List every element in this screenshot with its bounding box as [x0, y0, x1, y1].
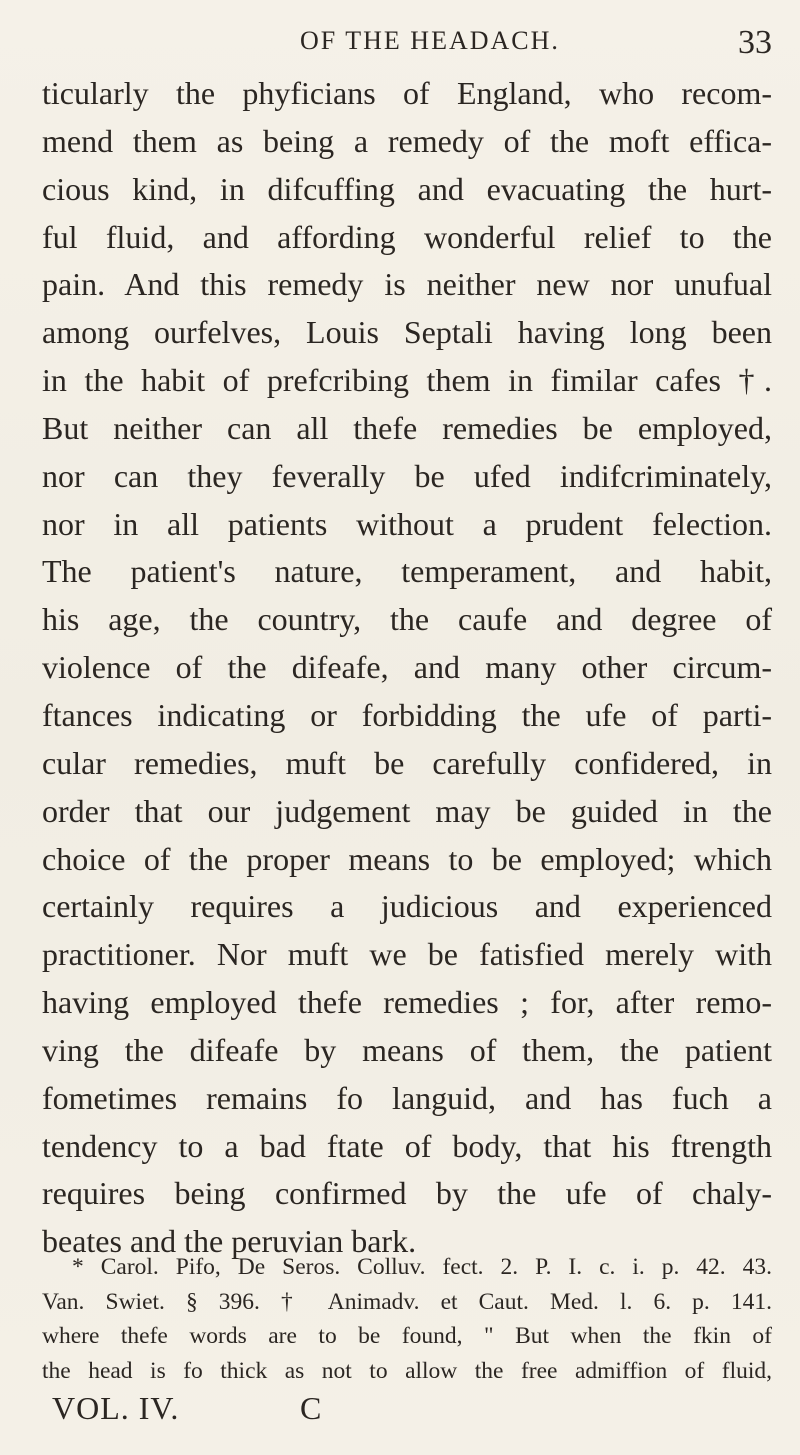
text-line: choice of the proper means to be employed; which [42, 840, 772, 877]
text-line: beates and the peruvian bark. [42, 1223, 417, 1260]
text-line: cious kind, in difcuffing and evacuating the hurt- [42, 170, 772, 207]
text-line: having employed thefe remedies ; for, after remo- [42, 984, 772, 1021]
footnote-line: the head is fo thick as not to allow the free admiffion of fluid, [42, 1357, 772, 1384]
volume-label: VOL. IV. [52, 1390, 180, 1426]
text-line: in the habit of prefcribing them in fimilar cafes †. [42, 362, 772, 399]
footnote-line: where thefe words are to be found, " But when the fkin of [42, 1323, 772, 1349]
text-line: order that our judgement may be guided in the [42, 792, 772, 829]
text-line: among ourfelves, Louis Septali having long been [42, 314, 772, 351]
page-header [0, 22, 800, 62]
text-line: cular remedies, muft be carefully confidered, in [42, 744, 772, 781]
text-line: his age, the country, the caufe and degree of [42, 601, 772, 638]
text-line: requires being confirmed by the ufe of chaly- [42, 1175, 772, 1212]
text-line: practitioner. Nor muft we be fatisfied merely with [42, 936, 772, 973]
text-line: But neither can all thefe remedies be employed, [42, 409, 772, 446]
footnotes [42, 1250, 772, 1388]
text-line: ving the difeafe by means of them, the patient [42, 1031, 772, 1068]
footnote-line: Van. Swiet. § 396. † Animadv. et Caut. Med. l. 6. p. 141. [42, 1288, 772, 1315]
page-number: 33 [738, 24, 772, 61]
text-line: certainly requires a judicious and experienced [42, 888, 772, 925]
signature-mark: C [300, 1390, 322, 1426]
text-line: mend them as being a remedy of the moft effica- [42, 122, 772, 159]
text-line: ftances indicating or forbidding the ufe of parti- [42, 696, 772, 733]
text-line: violence of the difeafe, and many other circum- [42, 649, 772, 686]
text-line: fometimes remains fo languid, and has fuch a [42, 1079, 772, 1116]
text-line: pain. And this remedy is neither new nor unufual [42, 266, 772, 303]
text-line: nor can they feverally be ufed indifcriminately, [42, 457, 772, 494]
text-line: nor in all patients without a prudent felection. [42, 505, 772, 542]
running-head: OF THE HEADACH. [300, 26, 560, 55]
footnote-line: * Carol. Pifo, De Seros. Colluv. fect. 2. P. I. c. i. p. 42. 43. [72, 1254, 772, 1280]
text-line: ful fluid, and affording wonderful relief to the [42, 218, 772, 255]
text-line: ticularly the phyficians of England, who recom- [42, 75, 772, 111]
text-line: tendency to a bad ftate of body, that his ftrength [42, 1127, 772, 1164]
body-text [42, 70, 772, 1266]
text-line: The patient's nature, temperament, and habit, [42, 553, 772, 590]
signature-line [52, 1390, 732, 1440]
